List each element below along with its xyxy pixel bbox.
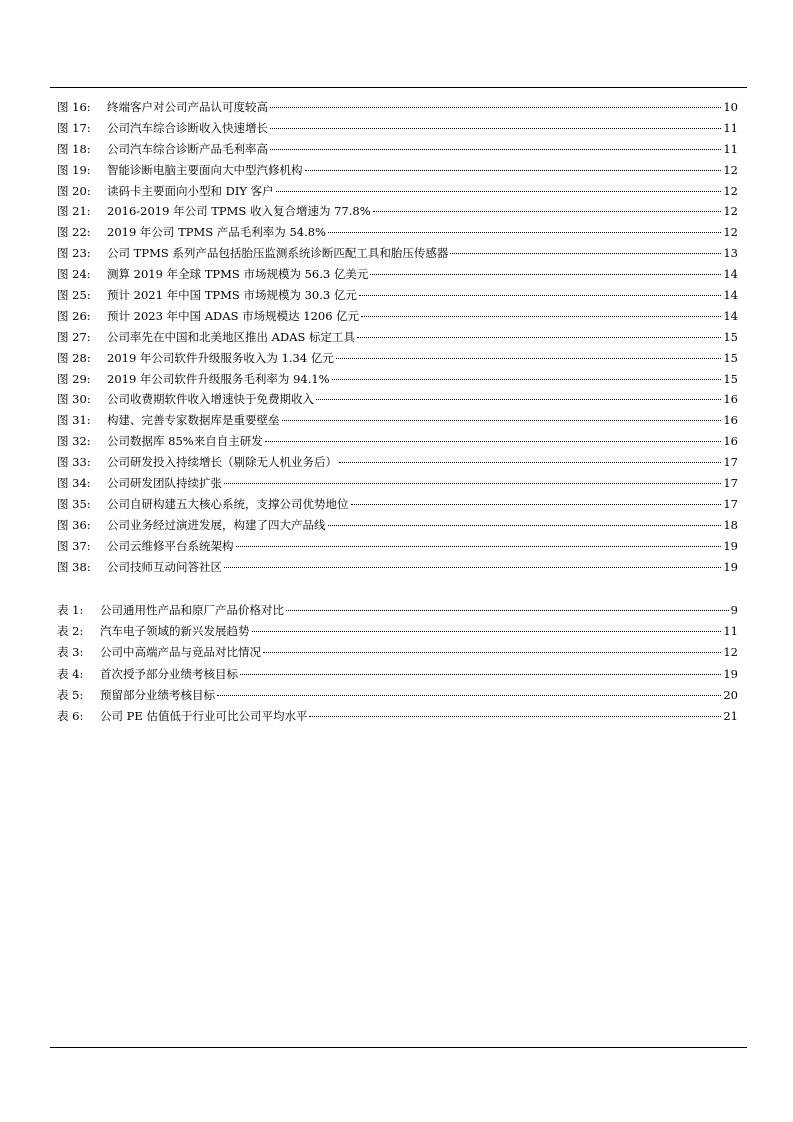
table-entry[interactable]	[57, 600, 738, 621]
figure-page-number: 14	[723, 267, 738, 282]
figure-page-number: 11	[723, 120, 738, 135]
dot-leader	[276, 191, 722, 192]
table-title: 公司中高端产品与竞品对比情况	[100, 645, 261, 660]
figure-entry[interactable]	[57, 452, 738, 473]
figure-entry[interactable]	[57, 431, 738, 452]
figure-entry[interactable]	[57, 557, 738, 578]
table-page-number: 11	[723, 624, 738, 639]
figure-label: 图 24:	[57, 267, 91, 282]
figure-title: 公司收费期软件收入增速快于免费期收入	[107, 392, 314, 407]
dot-leader	[236, 546, 722, 547]
table-page-number: 9	[730, 603, 738, 617]
figure-entry[interactable]	[57, 389, 738, 410]
dot-leader	[328, 232, 721, 233]
figure-label: 图 23:	[57, 246, 91, 261]
dot-leader	[359, 295, 721, 296]
table-title: 汽车电子领域的新兴发展趋势	[100, 624, 250, 639]
figure-page-number: 13	[723, 246, 738, 261]
figure-label: 图 34:	[57, 476, 91, 491]
dot-leader	[328, 525, 722, 526]
figure-label: 图 21:	[57, 204, 91, 219]
table-title: 预留部分业绩考核目标	[100, 687, 215, 702]
figure-page-number: 16	[723, 434, 738, 449]
figure-title: 公司业务经过演进发展，构建了四大产品线	[107, 517, 326, 532]
dot-leader	[286, 610, 729, 611]
figure-page-number: 15	[723, 371, 738, 386]
dot-leader	[336, 358, 722, 359]
figure-entry[interactable]	[57, 160, 738, 181]
figure-entry[interactable]	[57, 369, 738, 390]
figure-label: 图 38:	[57, 559, 91, 574]
figure-entry[interactable]	[57, 264, 738, 285]
figure-label: 图 17:	[57, 120, 91, 135]
figure-title: 2016-2019 年公司 TPMS 收入复合增速为 77.8%	[107, 204, 371, 219]
figure-page-number: 17	[723, 476, 738, 491]
figure-title: 公司汽车综合诊断收入快速增长	[107, 120, 268, 135]
dot-leader	[305, 170, 722, 171]
figure-entry[interactable]	[57, 139, 738, 160]
table-label: 表 5:	[57, 687, 84, 702]
figure-label: 图 19:	[57, 162, 91, 177]
figure-title: 公司汽车综合诊断产品毛利率高	[107, 141, 268, 156]
figure-title: 公司研发投入持续增长（剔除无人机业务后）	[107, 455, 337, 470]
table-index-list	[57, 600, 738, 727]
table-entry[interactable]	[57, 706, 738, 727]
figure-entry[interactable]	[57, 410, 738, 431]
dot-leader	[339, 462, 721, 463]
dot-leader	[263, 652, 721, 653]
figure-entry[interactable]	[57, 473, 738, 494]
figure-label: 图 36:	[57, 517, 91, 532]
figure-label: 图 26:	[57, 308, 91, 323]
figure-label: 图 22:	[57, 225, 91, 240]
dot-leader	[316, 399, 721, 400]
table-label: 表 2:	[57, 624, 84, 639]
figure-page-number: 17	[723, 455, 738, 470]
figure-entry[interactable]	[57, 515, 738, 536]
figure-label: 图 29:	[57, 371, 91, 386]
table-label: 表 4:	[57, 666, 84, 681]
figure-page-number: 15	[723, 350, 738, 365]
table-label: 表 3:	[57, 645, 84, 660]
figure-page-number: 19	[723, 559, 738, 574]
figure-entry[interactable]	[57, 181, 738, 202]
table-title: 公司 PE 估值低于行业可比公司平均水平	[100, 708, 308, 723]
figure-page-number: 19	[723, 538, 738, 553]
dot-leader	[224, 567, 721, 568]
table-page-number: 20	[723, 687, 738, 702]
figure-title: 智能诊断电脑主要面向大中型汽修机构	[107, 162, 303, 177]
figure-page-number: 12	[723, 225, 738, 240]
figure-page-number: 12	[723, 162, 738, 177]
dot-leader	[265, 441, 722, 442]
figure-label: 图 32:	[57, 434, 91, 449]
figure-page-number: 11	[723, 141, 738, 156]
table-entry[interactable]	[57, 664, 738, 685]
figure-entry[interactable]	[57, 118, 738, 139]
dot-leader	[217, 695, 721, 696]
figure-page-number: 14	[723, 308, 738, 323]
dot-leader	[270, 128, 721, 129]
figure-label: 图 27:	[57, 329, 91, 344]
dot-leader	[373, 211, 722, 212]
figure-entry[interactable]	[57, 306, 738, 327]
figure-index-list	[57, 97, 738, 577]
figure-label: 图 28:	[57, 350, 91, 365]
dot-leader	[309, 716, 721, 717]
figure-title: 预计 2021 年中国 TPMS 市场规模为 30.3 亿元	[107, 288, 357, 303]
table-title: 公司通用性产品和原厂产品价格对比	[100, 603, 284, 617]
figure-page-number: 17	[723, 496, 738, 511]
dot-leader	[270, 149, 721, 150]
figure-page-number: 12	[723, 204, 738, 219]
table-page-number: 12	[723, 645, 738, 660]
figure-title: 2019 年公司 TPMS 产品毛利率为 54.8%	[107, 225, 326, 240]
figure-entry[interactable]	[57, 327, 738, 348]
dot-leader	[240, 674, 721, 675]
figure-entry[interactable]	[57, 222, 738, 243]
dot-leader	[224, 483, 721, 484]
figure-title: 读码卡主要面向小型和 DIY 客户	[107, 183, 274, 198]
figure-title: 预计 2023 年中国 ADAS 市场规模达 1206 亿元	[107, 308, 360, 323]
dot-leader	[361, 316, 721, 317]
figure-page-number: 16	[723, 392, 738, 407]
dot-leader	[282, 420, 722, 421]
figure-title: 2019 年公司软件升级服务收入为 1.34 亿元	[107, 350, 334, 365]
figure-title: 终端客户对公司产品认可度较高	[107, 100, 268, 114]
figure-page-number: 14	[723, 288, 738, 303]
figure-entry[interactable]	[57, 285, 738, 306]
figure-title: 测算 2019 年全球 TPMS 市场规模为 56.3 亿美元	[107, 267, 369, 282]
table-label: 表 1:	[57, 603, 84, 617]
figure-page-number: 18	[723, 517, 738, 532]
table-title: 首次授予部分业绩考核目标	[100, 666, 238, 681]
figure-entry[interactable]	[57, 348, 738, 369]
table-label: 表 6:	[57, 708, 84, 723]
figure-title: 公司自研构建五大核心系统，支撑公司优势地位	[107, 496, 349, 511]
figure-label: 图 25:	[57, 288, 91, 303]
figure-label: 图 18:	[57, 141, 91, 156]
table-entry[interactable]	[57, 621, 738, 642]
figure-title: 公司 TPMS 系列产品包括胎压监测系统诊断匹配工具和胎压传感器	[107, 246, 449, 261]
table-page-number: 21	[723, 708, 738, 723]
figure-label: 图 30:	[57, 392, 91, 407]
figure-title: 公司数据库 85%来自自主研发	[107, 434, 263, 449]
figure-title: 构建、完善专家数据库是重要壁垒	[107, 413, 280, 428]
table-entry[interactable]	[57, 685, 738, 706]
figure-entry[interactable]	[57, 536, 738, 557]
figure-label: 图 20:	[57, 183, 91, 198]
figure-entry[interactable]	[57, 201, 738, 222]
figure-label: 图 37:	[57, 538, 91, 553]
figure-page-number: 15	[723, 329, 738, 344]
figure-page-number: 16	[723, 413, 738, 428]
dot-leader	[351, 504, 722, 505]
figure-title: 公司率先在中国和北美地区推出 ADAS 标定工具	[107, 329, 356, 344]
figure-label: 图 35:	[57, 496, 91, 511]
figure-label: 图 31:	[57, 413, 91, 428]
dot-leader	[450, 253, 721, 254]
figure-entry[interactable]	[57, 243, 738, 264]
figure-page-number: 10	[723, 100, 738, 114]
dot-leader	[332, 379, 722, 380]
table-entry[interactable]	[57, 642, 738, 663]
figure-label: 图 16:	[57, 100, 91, 114]
figure-title: 公司技师互动问答社区	[107, 559, 222, 574]
figure-title: 公司研发团队持续扩张	[107, 476, 222, 491]
header-rule	[50, 87, 747, 88]
dot-leader	[270, 107, 721, 108]
dot-leader	[370, 274, 721, 275]
figure-entry[interactable]	[57, 97, 738, 118]
figure-page-number: 12	[723, 183, 738, 198]
footer-rule	[50, 1047, 747, 1048]
figure-title: 公司云维修平台系统架构	[107, 538, 234, 553]
table-page-number: 19	[723, 666, 738, 681]
figure-entry[interactable]	[57, 494, 738, 515]
figure-label: 图 33:	[57, 455, 91, 470]
dot-leader	[357, 337, 721, 338]
dot-leader	[252, 631, 722, 632]
figure-title: 2019 年公司软件升级服务毛利率为 94.1%	[107, 371, 330, 386]
